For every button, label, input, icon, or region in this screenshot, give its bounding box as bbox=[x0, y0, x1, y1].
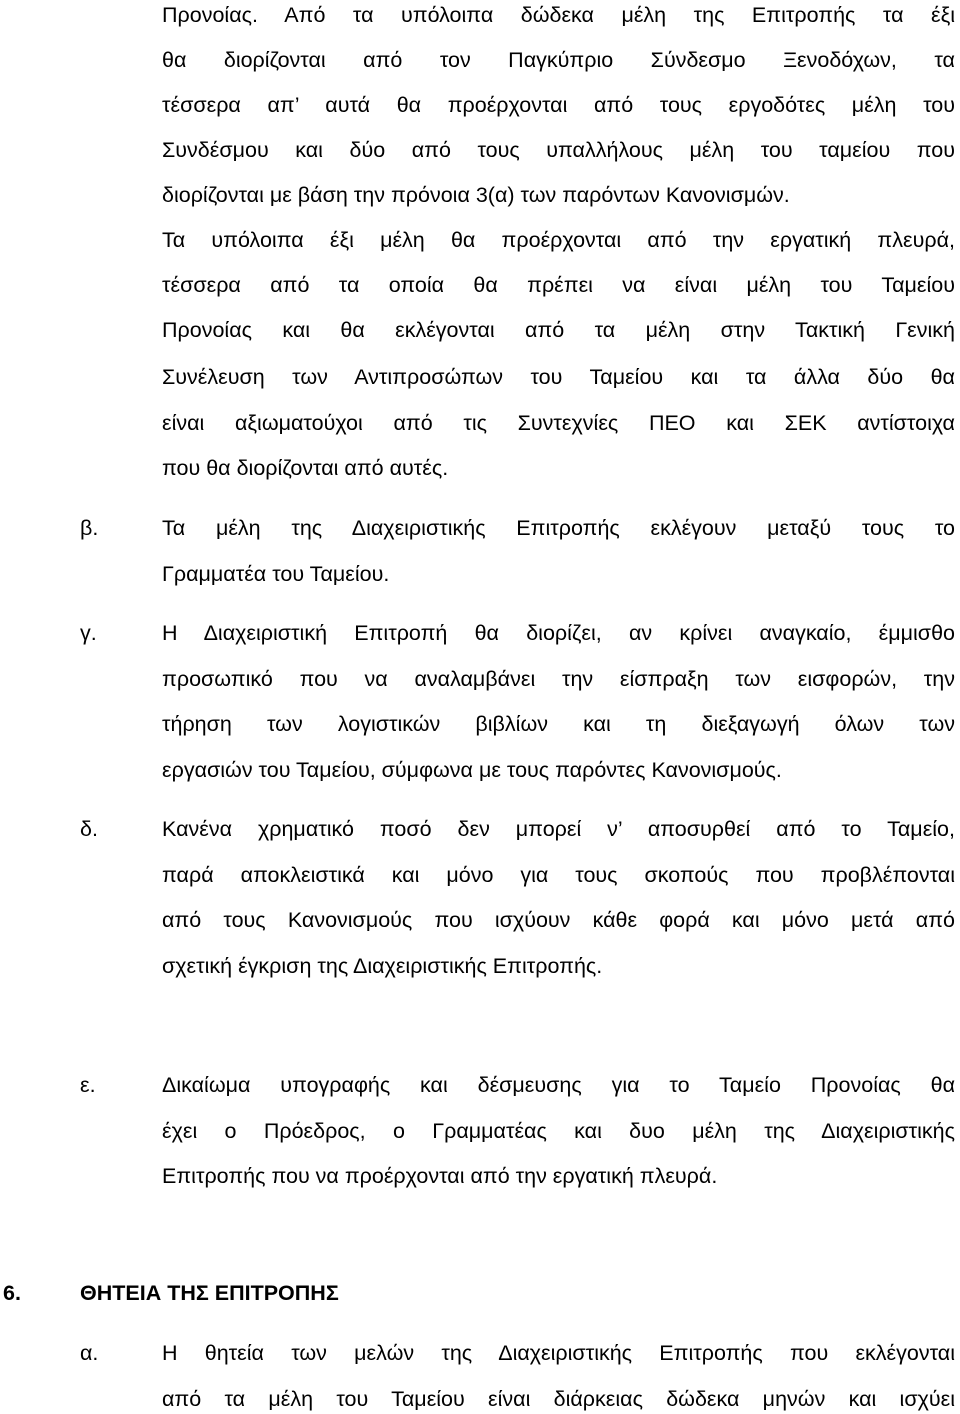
text-line: Επιτροπής που να προέρχονται από την εργατική πλευρά. bbox=[162, 1164, 718, 1188]
text-line: Η θητεία των μελών της Διαχειριστικής Επιτροπής που εκλέγονται bbox=[162, 1341, 955, 1365]
list-marker: γ. bbox=[80, 621, 97, 645]
section-title: ΘΗΤΕΙΑ ΤΗΣ ΕΠΙΤΡΟΠΗΣ bbox=[80, 1281, 339, 1305]
text-line: τέσσερα απ’ αυτά θα προέρχονται από τους εργοδότες μέλη του bbox=[162, 93, 955, 117]
text-line: έχει ο Πρόεδρος, ο Γραμματέας και δυο μέλη της Διαχειριστικής bbox=[162, 1119, 955, 1143]
text-line: Τα υπόλοιπα έξι μέλη θα προέρχονται από την εργατική πλευρά, bbox=[162, 228, 955, 252]
text-line: από τα μέλη του Ταμείου είναι διάρκειας δώδεκα μηνών και ισχύει bbox=[162, 1387, 955, 1411]
text-line: διορίζονται με βάση την πρόνοια 3(α) των παρόντων Κανονισμών. bbox=[162, 183, 790, 207]
text-line: Γραμματέα του Ταμείου. bbox=[162, 562, 390, 586]
text-line: Συνδέσμου και δύο από τους υπαλλήλους μέλη του ταμείου που bbox=[162, 138, 955, 162]
text-line: Δικαίωμα υπογραφής και δέσμευσης για το Ταμείο Προνοίας θα bbox=[162, 1073, 955, 1097]
text-line: Τα μέλη της Διαχειριστικής Επιτροπής εκλέγουν μεταξύ τους το bbox=[162, 516, 955, 540]
text-line: προσωπικό που να αναλαμβάνει την είσπραξη των εισφορών, την bbox=[162, 667, 955, 691]
text-line: που θα διορίζονται από αυτές. bbox=[162, 456, 449, 480]
list-marker: α. bbox=[80, 1341, 99, 1365]
text-line: Προνοίας και θα εκλέγονται από τα μέλη στην Τακτική Γενική bbox=[162, 318, 955, 342]
text-line: τήρηση των λογιστικών βιβλίων και τη διεξαγωγή όλων των bbox=[162, 712, 955, 736]
text-line: Συνέλευση των Αντιπροσώπων του Ταμείου και τα άλλα δύο θα bbox=[162, 365, 955, 389]
text-line: Η Διαχειριστική Επιτροπή θα διορίζει, αν κρίνει αναγκαίο, έμμισθο bbox=[162, 621, 955, 645]
text-line: θα διορίζονται από τον Παγκύπριο Σύνδεσμο Ξενοδόχων, τα bbox=[162, 48, 955, 72]
list-marker: δ. bbox=[80, 817, 98, 841]
list-marker: ε. bbox=[80, 1073, 96, 1097]
text-line: εργασιών του Ταμείου, σύμφωνα με τους παρόντες Κανονισμούς. bbox=[162, 758, 782, 782]
list-marker: β. bbox=[80, 516, 99, 540]
text-line: τέσσερα από τα οποία θα πρέπει να είναι μέλη του Ταμείου bbox=[162, 273, 955, 297]
text-line: Κανένα χρηματικό ποσό δεν μπορεί ν’ αποσυρθεί από το Ταμείο, bbox=[162, 817, 955, 841]
text-line: σχετική έγκριση της Διαχειριστικής Επιτροπής. bbox=[162, 954, 603, 978]
text-line: παρά αποκλειστικά και μόνο για τους σκοπούς που προβλέπονται bbox=[162, 863, 955, 887]
text-line: από τους Κανονισμούς που ισχύουν κάθε φορά και μόνο μετά από bbox=[162, 908, 955, 932]
text-line: Προνοίας. Από τα υπόλοιπα δώδεκα μέλη της Επιτροπής τα έξι bbox=[162, 3, 955, 27]
section-number: 6. bbox=[3, 1281, 21, 1305]
text-line: είναι αξιωματούχοι από τις Συντεχνίες ΠΕΟ και ΣΕΚ αντίστοιχα bbox=[162, 411, 955, 435]
